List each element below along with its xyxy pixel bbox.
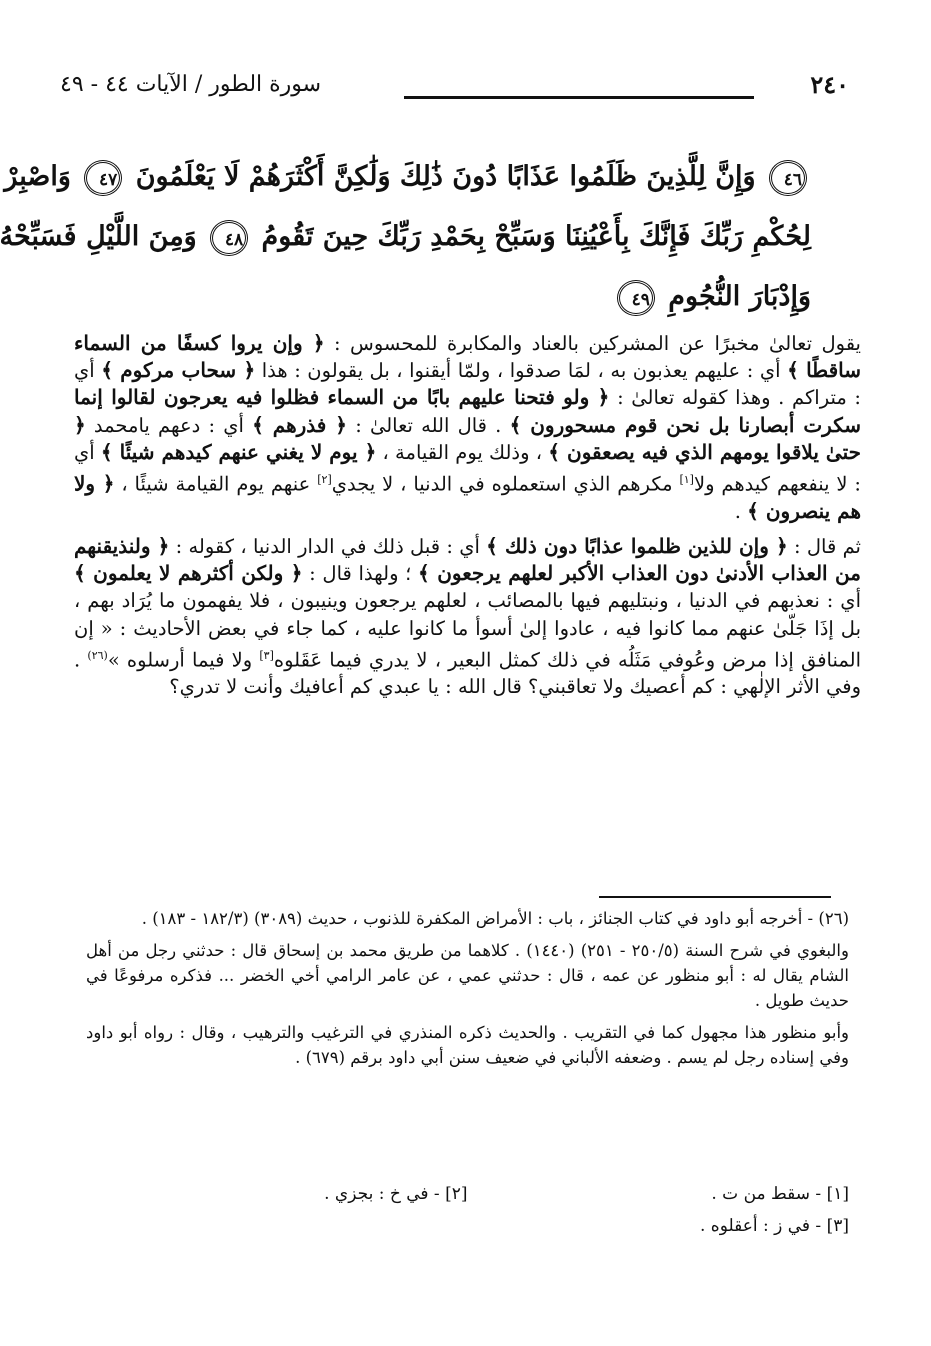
footnote-marker[interactable]: [٢]: [317, 473, 332, 487]
commentary-text: أي : متراكم . وهذا كقوله تعالىٰ :: [74, 359, 861, 410]
commentary-text: عنهم يوم القيامة شيئًا ،: [121, 472, 311, 496]
tafsir-paragraph-2: [74, 533, 861, 701]
commentary-text: ولا فيما أرسلوه »: [107, 648, 253, 672]
commentary-text: . وفي الأثر الإلٰهي : كم أعصيك ولا تعاقبني؟ قال الله : يا عبدي كم أعافيك وأنت لا تدري؟: [74, 648, 861, 699]
tafsir-body: [74, 330, 861, 701]
variant-note-1: [١] - سقط من ت .: [711, 1184, 849, 1204]
commentary-text: ؛ ولهذا قال :: [309, 562, 412, 586]
quote: ﴿ وإن يروا كسفًا من السماء ساقطًا ﴾: [74, 331, 861, 383]
footnote-rule: [599, 896, 831, 898]
commentary-text: أي : لا ينفعهم كيدهم ولا: [74, 440, 862, 496]
running-title: سورة الطور / الآيات ٤٤ - ٤٩: [60, 72, 322, 97]
variant-note-2: [٢] - في خ : بجزي .: [324, 1184, 468, 1204]
quote: ﴿ يوم لا يغني عنهم كيدهم شيئًا ﴾: [100, 439, 377, 464]
verse-number-47: ٤٧: [84, 160, 122, 196]
quote: ﴿ ولكن أكثرهم لا يعلمون ﴾: [74, 561, 303, 586]
commentary-text: . قال الله تعالىٰ :: [355, 413, 502, 437]
commentary-text: أي : نعذبهم في الدنيا ، ونبتليهم فيها بالمصائب ، لعلهم يرجعون وينيبون ، فلا يفهمون ما يُرَاد بهم ، بل إذَا جَلّىٰ عنهم مما كانوا فيه ، عادوا إلىٰ أسوأ ما كانوا عليه ، كما جاء في بعض الأحاديث : « إن المنافق إذا مرض وعُوفي مَثَلُه في ذلك كمثل البعير ، لا يدري فيما عَقَلوه: [74, 589, 862, 672]
header-rule: [404, 96, 754, 99]
quote: ﴿ وإن للذين ظلموا عذابًا دون ذلك ﴾: [486, 533, 788, 558]
footnote-marker[interactable]: (٢٦): [87, 648, 108, 662]
commentary-text: أي : عليهم يعذبون به ، لمَا صدقوا ، ولمّا أيقنوا ، بل يقولون : هذا: [261, 359, 781, 383]
verse-text: وَمِنَ اللَّيْلِ فَسَبِّحْهُ: [0, 221, 197, 252]
commentary-text: أي : دعهم يامحمد: [93, 413, 244, 437]
quran-verses: [0, 148, 811, 328]
variant-note-3: [٣] - في ز : أعقلوه .: [699, 1216, 849, 1236]
footnote-marker[interactable]: [١]: [679, 473, 694, 487]
commentary-text: .: [734, 499, 741, 523]
verse-text: وَاصْبِرْ: [4, 161, 71, 192]
verse-text: وَإِنَّ لِلَّذِينَ ظَلَمُوا عَذَابًا دُونَ ذَٰلِكَ وَلَٰكِنَّ أَكْثَرَهُمْ لَا يَعْلَمُونَ: [135, 161, 756, 192]
tafsir-paragraph-1: [74, 330, 861, 525]
commentary-text: أي : قبل ذلك في الدار الدنيا ، كقوله :: [175, 534, 480, 558]
quote: ﴿ ولو فتحنا عليهم بابًا من السماء فظلوا فيه يعرجون لقالوا إنما سكرت أبصارنا بل نحن قوم مسحورون ﴾: [74, 385, 862, 437]
verse-text: وَإِدْبَارَ النُّجُومِ: [668, 281, 811, 312]
verse-number-46: ٤٦: [769, 160, 807, 196]
quote: ﴿ سحاب مركوم ﴾: [101, 358, 256, 383]
running-header: [60, 70, 849, 110]
variants-row: [86, 1178, 849, 1210]
quote: ﴿ حتىٰ يلاقوا يومهم الذي فيه يصعقون ﴾: [74, 412, 861, 464]
verse-number-49: ٤٩: [617, 280, 655, 316]
verse-line-2: [0, 208, 811, 268]
verse-text: لِحُكْمِ رَبِّكَ فَإِنَّكَ بِأَعْيُنِنَا وَسَبِّحْ بِحَمْدِ رَبِّكَ حِينَ تَقُومُ: [261, 221, 811, 252]
quote: ﴿ ولنذيقنهم من العذاب الأدنىٰ دون العذاب الأكبر لعلهم يرجعون ﴾: [74, 533, 861, 586]
quote: ﴿ ولا هم ينصرون ﴾: [74, 471, 861, 523]
quote: ﴿ فذرهم ﴾: [252, 412, 348, 437]
footnote-26: (٢٦) - أخرجه أبو داود في كتاب الجنائز ، باب : الأمراض المكفرة للذنوب ، حديث (٣٠٨٩) (١٨٢/٣ - ١٨٣) .: [141, 909, 849, 928]
manuscript-variants: [86, 1178, 849, 1242]
commentary-text: يقول تعالىٰ مخبرًا عن المشركين بالعناد والمكابرة للمحسوس :: [334, 332, 861, 355]
page-number: ٢٤٠: [810, 70, 849, 99]
commentary-text: مكرهم الذي استعملوه في الدنيا ، لا يجدي: [331, 472, 673, 496]
footnote-marker[interactable]: [٣]: [259, 648, 274, 662]
verse-line-1: [4, 148, 811, 208]
commentary-text: ثم قال :: [793, 534, 861, 558]
variants-row: [86, 1210, 849, 1242]
verse-line-3: [88, 268, 811, 328]
footnote-26-continued: والبغوي في شرح السنة (٢٥٠/٥ - ٢٥١) (١٤٤٠) . كلاهما من طريق محمد بن إسحاق قال : حدثني رجل من أهل الشام يقال له : أبو منظور عن عمه ، قال : حدثني عمي ، عن عامر الرامي أخي الخضر ... فذكره مرفوعًا في حديث طويل .: [86, 941, 849, 1010]
verse-number-48: ٤٨: [210, 220, 248, 256]
commentary-text: ، وذلك يوم القيامة ،: [382, 440, 543, 464]
footnote-26-note: وأبو منظور هذا مجهول كما في التقريب . والحديث ذكره المنذري في الترغيب والترهيب ، وقال : رواه أبو داود وفي إسناده رجل لم يسم . وضعفه الألباني في ضعيف سنن أبي داود برقم (٦٧٩) .: [86, 1023, 849, 1067]
footnotes: [86, 906, 849, 1070]
